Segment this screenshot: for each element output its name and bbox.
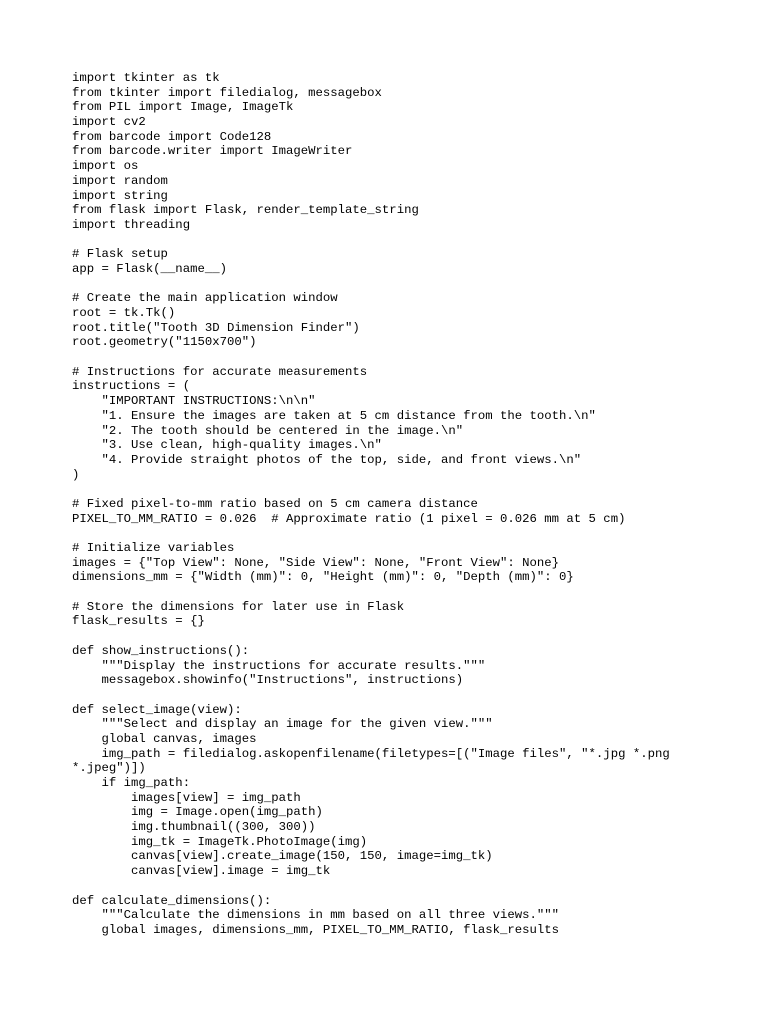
- code-line: "2. The tooth should be centered in the image.\n": [72, 423, 464, 438]
- code-line: "4. Provide straight photos of the top, side, and front views.\n": [72, 452, 582, 467]
- code-line: images = {"Top View": None, "Side View": None, "Front View": None}: [72, 555, 560, 570]
- code-line: ): [72, 467, 80, 482]
- code-line: # Create the main application window: [72, 291, 338, 306]
- code-line: import string: [72, 188, 168, 203]
- code-line: from PIL import Image, ImageTk: [72, 100, 294, 115]
- code-line: img = Image.open(img_path): [72, 805, 323, 820]
- blank-line: [72, 585, 752, 600]
- code-line: from flask import Flask, render_template_string: [72, 203, 419, 218]
- code-line: # Fixed pixel-to-mm ratio based on 5 cm camera distance: [72, 496, 478, 511]
- code-line: # Flask setup: [72, 247, 168, 262]
- blank-line: [72, 482, 752, 497]
- code-line: root = tk.Tk(): [72, 306, 176, 320]
- code-line: app = Flask(__name__): [72, 261, 227, 276]
- code-line: img_path = filedialog.askopenfilename(filetypes=[("Image files", "*.jpg *.png: [72, 746, 670, 761]
- blank-line: [72, 879, 752, 894]
- code-line: messagebox.showinfo("Instructions", instructions): [72, 673, 464, 688]
- code-line: import os: [72, 159, 139, 174]
- blank-line: [72, 629, 752, 644]
- code-line: global images, dimensions_mm, PIXEL_TO_MM_RATIO, flask_results: [72, 922, 560, 937]
- code-line: PIXEL_TO_MM_RATIO = 0.026 # Approximate ratio (1 pixel = 0.026 mm at 5 cm): [72, 511, 626, 526]
- code-line: root.geometry("1150x700"): [72, 335, 257, 350]
- code-line: """Display the instructions for accurate results.""": [72, 658, 486, 673]
- code-line: "3. Use clean, high-quality images.\n": [72, 438, 382, 453]
- code-line: if img_path:: [72, 776, 191, 790]
- code-line: images[view] = img_path: [72, 790, 301, 805]
- code-document: [72, 71, 752, 938]
- code-line: from tkinter import filedialog, messagebox: [72, 85, 382, 100]
- code-line: """Select and display an image for the given view.""": [72, 717, 493, 732]
- code-line: import threading: [72, 217, 191, 232]
- code-line: """Calculate the dimensions in mm based on all three views.""": [72, 908, 560, 923]
- code-line: def select_image(view):: [72, 702, 242, 717]
- code-line: import tkinter as tk: [72, 71, 220, 85]
- code-line: img_tk = ImageTk.PhotoImage(img): [72, 834, 368, 849]
- blank-line: [72, 526, 752, 541]
- code-line: *.jpeg")]): [72, 761, 146, 776]
- blank-line: [72, 688, 752, 703]
- code-line: "IMPORTANT INSTRUCTIONS:\n\n": [72, 394, 316, 409]
- code-line: # Store the dimensions for later use in Flask: [72, 599, 405, 614]
- blank-line: [72, 350, 752, 365]
- code-line: canvas[view].create_image(150, 150, image=img_tk): [72, 849, 493, 864]
- blank-line: [72, 277, 752, 292]
- code-line: from barcode import Code128: [72, 129, 272, 144]
- code-line: # Initialize variables: [72, 541, 235, 555]
- code-line: "1. Ensure the images are taken at 5 cm distance from the tooth.\n": [72, 408, 596, 423]
- code-line: def show_instructions():: [72, 643, 250, 658]
- code-line: from barcode.writer import ImageWriter: [72, 144, 353, 159]
- code-line: img.thumbnail((300, 300)): [72, 820, 316, 835]
- code-line: canvas[view].image = img_tk: [72, 864, 331, 879]
- code-line: def calculate_dimensions():: [72, 893, 272, 908]
- code-line: dimensions_mm = {"Width (mm)": 0, "Height (mm)": 0, "Depth (mm)": 0}: [72, 570, 574, 585]
- code-line: # Instructions for accurate measurements: [72, 364, 368, 379]
- code-line: root.title("Tooth 3D Dimension Finder"): [72, 320, 360, 335]
- blank-line: [72, 233, 752, 248]
- code-line: flask_results = {}: [72, 614, 205, 629]
- code-line: import cv2: [72, 115, 146, 130]
- code-line: global canvas, images: [72, 731, 257, 746]
- code-line: import random: [72, 173, 168, 188]
- code-line: instructions = (: [72, 379, 191, 394]
